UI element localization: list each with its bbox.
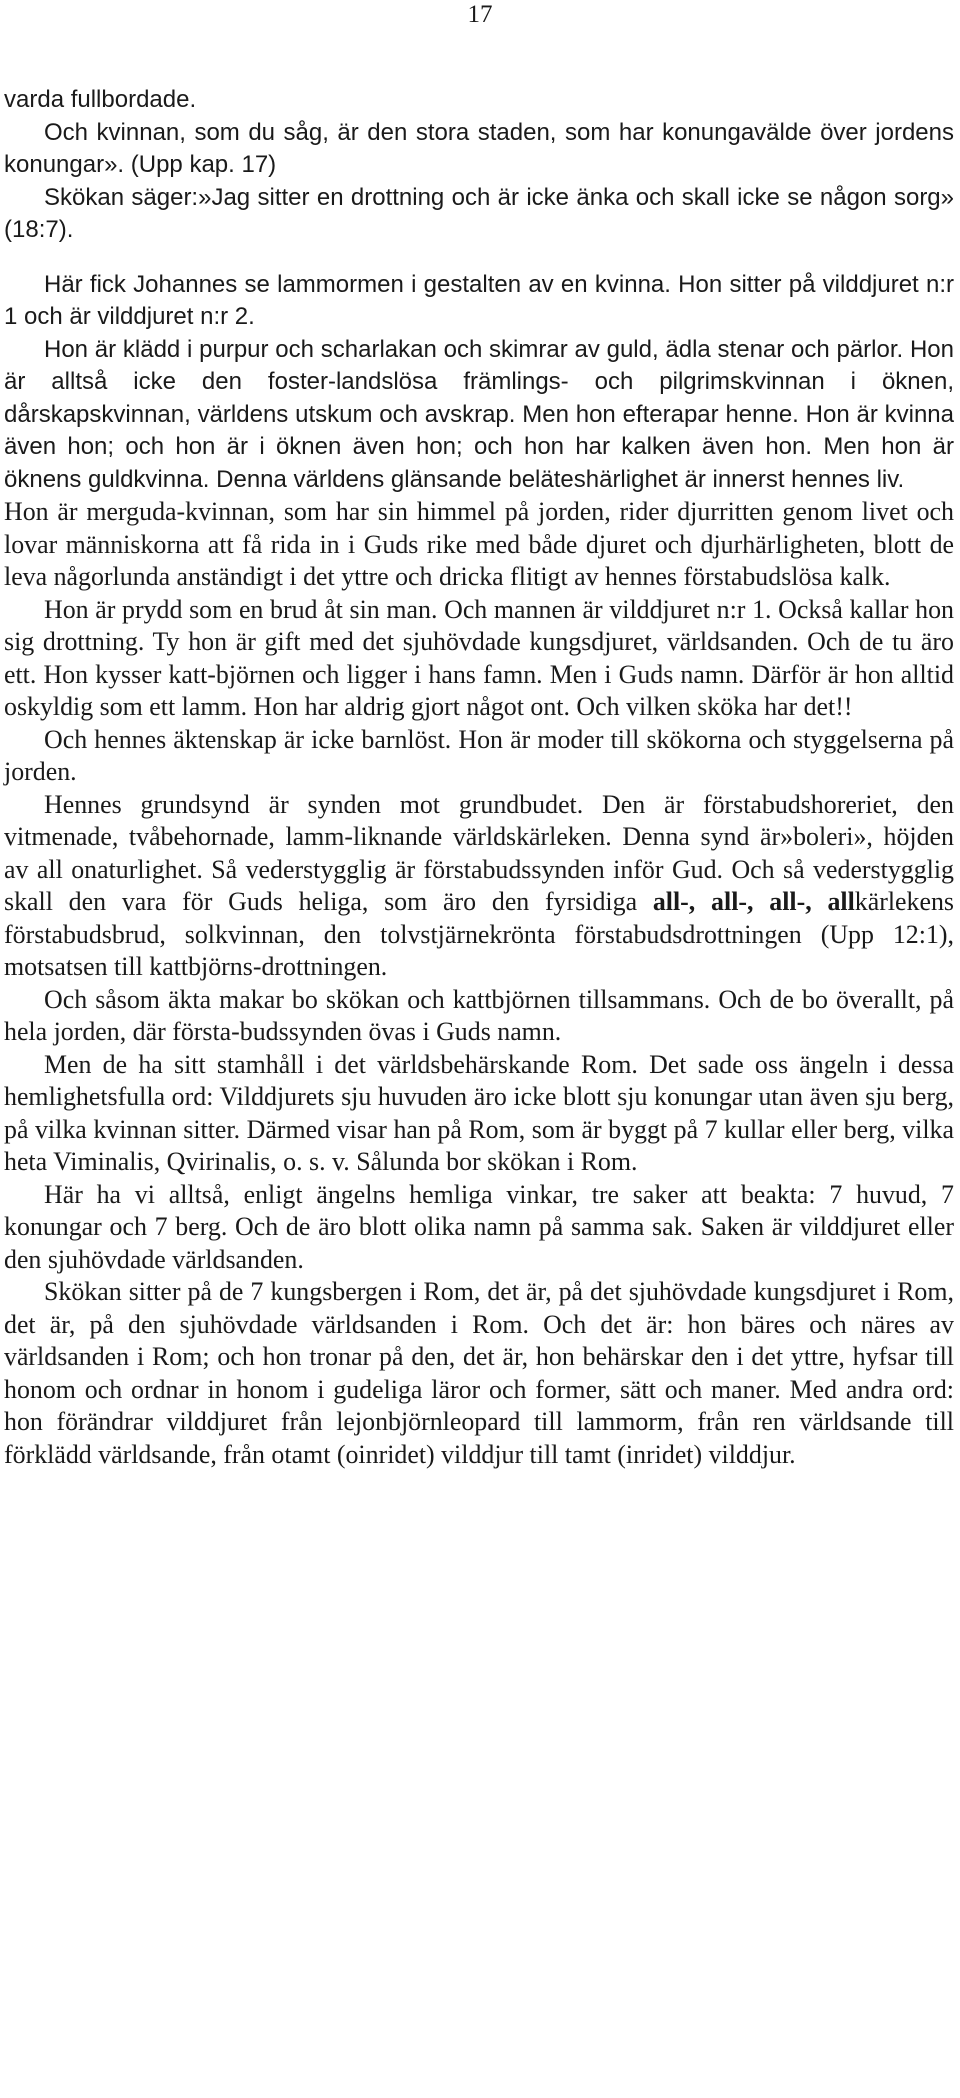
paragraph-9 [4,789,954,984]
paragraph-11: Men de ha sitt stamhåll i det världsbehärskande Rom. Det sade oss ängeln i dessa hemlighetsfulla ord: Vilddjurets sju huvuden äro icke blott sju konungar utan även sju berg, på vilka kvinnan sitter. Därmed visar han på Rom, som är byggt på 7 kullar eller berg, vilka heta Viminalis, Qvirinalis, o. s. v. Sålunda bor skökan i Rom. [4,1049,954,1176]
paragraph-5: Hon är klädd i purpur och scharlakan och skimrar av guld, ädla stenar och pärlor. Hon är alltså icke den foster-landslösa främlings- och pilgrimskvinnan i öknen, dårskapskvinnan, världens utskum och avskrap. Men hon efterapar henne. Hon är kvinna även hon; och hon är i öknen även hon; och hon har kalken även hon. Men hon är öknens guldkvinna. Denna världens glänsande beläteshärlighet är innerst hennes liv. [4,335,954,493]
paragraph-9-text-after: kärlekens förstabudsbrud, solkvinnan, den tolvstjärnekrönta förstabudsdrottningen (Upp 12:1), motsatsen till kattbjörns-drottningen. [4,887,954,981]
paragraph-6: Hon är merguda-kvinnan, som har sin himmel på jorden, rider djurritten genom livet och lovar människorna att få rida in i Guds rike med både djuret och djurhärligheten, blott de leva någorlunda anständigt i det yttre och dricka flitigt av hennes förstabudslösa kalk. [4,497,954,591]
paragraph-13: Skökan sitter på de 7 kungsbergen i Rom, det är, på det sjuhövdade kungsdjuret i Rom, det är, på den sjuhövdade världsanden i Rom. Och det är: hon bäres och näres av världsanden i Rom; och hon tronar på den, det är, hon behärskar den i det yttre, hyfsar till honom och ordnar in honom i gudeliga läror och former, sätt och maner. Med andra ord: hon förändrar vilddjuret från lejonbjörnleopard till lammorm, från ren världsande till förklädd världsande, från otamt (oinridet) vilddjur till tamt (inridet) vilddjur. [4,1277,954,1469]
paragraph-9-text: Hennes grundsynd är synden mot grundbudet. Den är förstabudshoreriet, den vitmenade, tvåbehornade, lamm-liknande världskärleken. Denna synd är»boleri», höjden av all onaturlighet. Så vederstygglig är förstabudssynden inför Gud. Och så vederstygglig skall den vara för Guds heliga, som äro den fyrsidiga [4,789,954,916]
paragraph-4: Här fick Johannes se lammormen i gestalten av en kvinna. Hon sitter på vilddjuret n:r 1 och är vilddjuret n:r 2. [4,270,954,330]
paragraph-8: Och hennes äktenskap är icke barnlöst. Hon är moder till skökorna och styggelserna på jorden. [4,724,954,786]
paragraph-2: Och kvinnan, som du såg, är den stora staden, som har konungavälde över jordens konungar». (Upp kap. 17) [4,118,954,178]
paragraph-9-bold: all-, all-, all-, all [652,887,855,916]
paragraph-10: Och såsom äkta makar bo skökan och kattbjörnen tillsammans. Och de bo överallt, på hela jorden, där första-budssynden övas i Guds namn. [4,984,954,1046]
page-number: 17 [467,1,493,28]
paragraph-3: Skökan säger:»Jag sitter en drottning och är icke änka och skall icke se någon sorg» (18:7). [4,183,954,243]
paragraph-1: varda fullbordade. [4,86,197,113]
paragraph-12: Här ha vi alltså, enligt ängelns hemliga vinkar, tre saker att beakta: 7 huvud, 7 konungar och 7 berg. Och de äro blott olika namn på samma sak. Saken är vilddjuret eller den sjuhövdade världsanden. [4,1179,954,1274]
paragraph-7: Hon är prydd som en brud åt sin man. Och mannen är vilddjuret n:r 1. Också kallar hon sig drottning. Ty hon är gift med det sjuhövdade kungsdjuret, världsanden. Och de tu äro ett. Hon kysser katt-björnen och ligger i hans famn. Men i Guds namn. Därför är hon alltid oskyldig som ett lamm. Hon har aldrig gjort något ont. Och vilken sköka har det!! [4,594,954,721]
